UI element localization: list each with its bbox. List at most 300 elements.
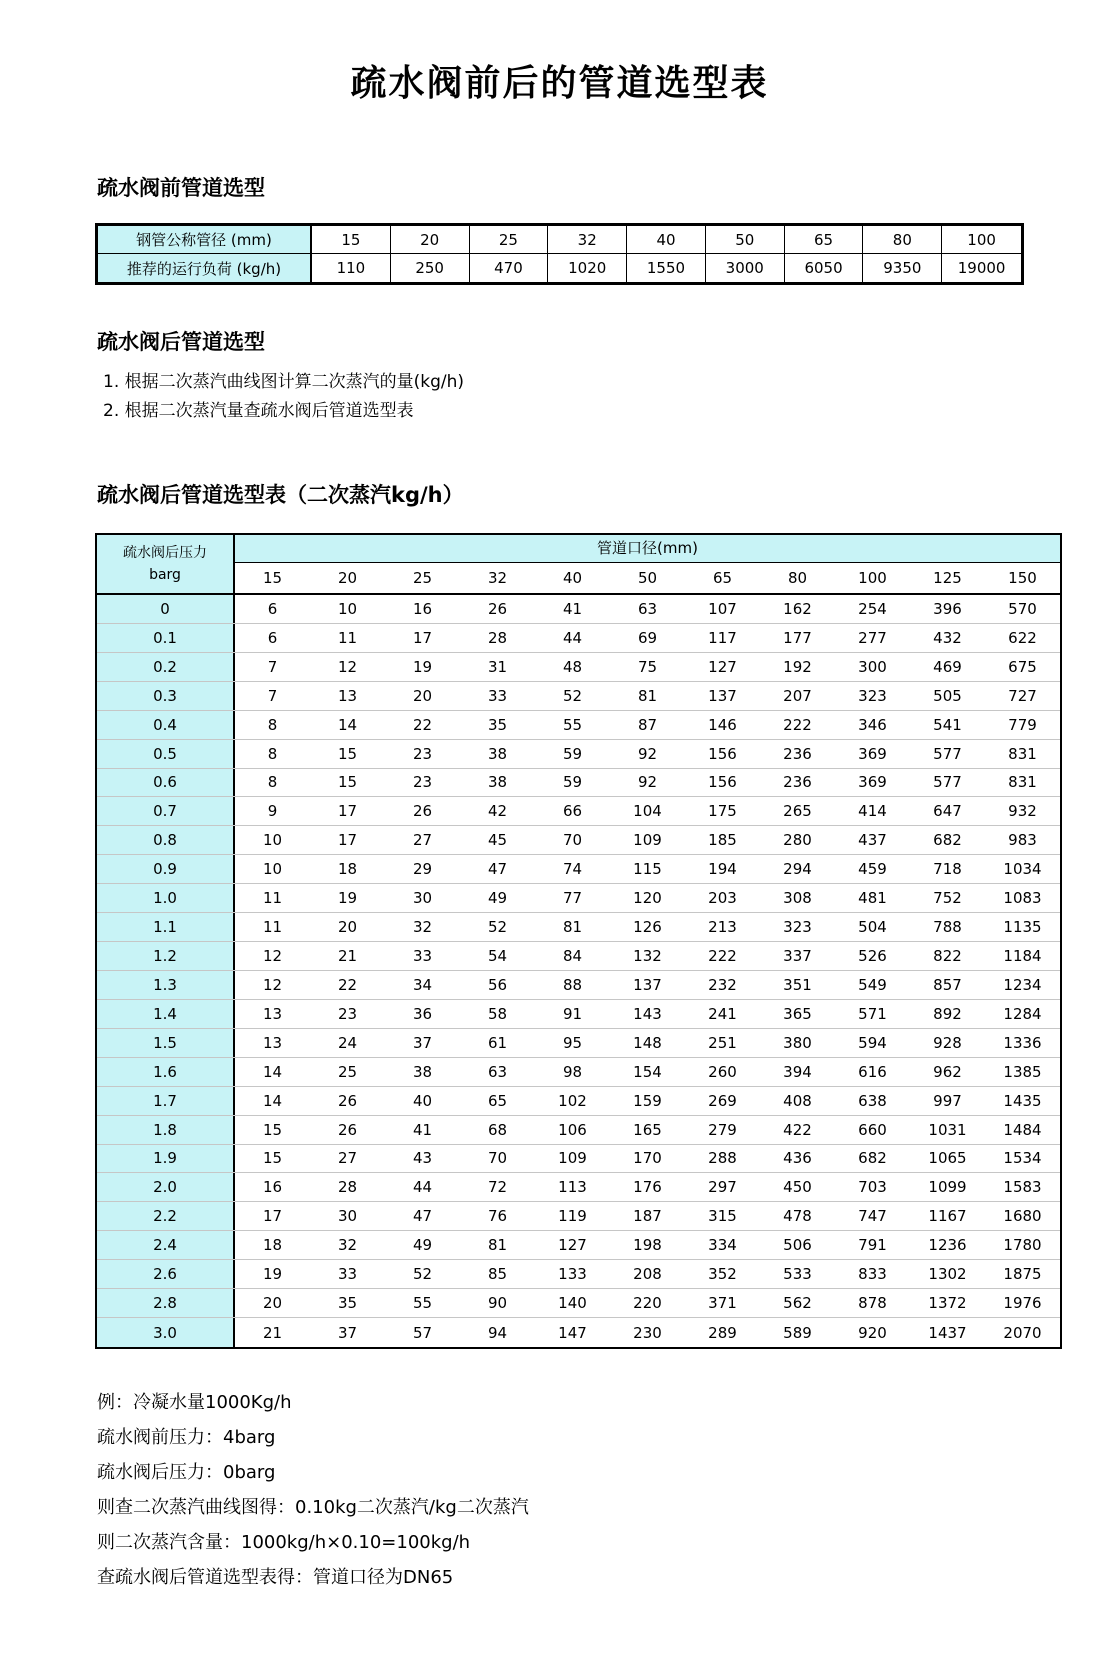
pressure-cell: 1.3 (97, 971, 235, 999)
value-cell: 52 (562, 686, 583, 705)
value-cell: 506 (783, 1236, 812, 1255)
value-cell: 32 (337, 1236, 358, 1255)
value-cell: 120 (633, 889, 662, 908)
pressure-cell: 0.5 (97, 740, 235, 768)
table-row (97, 826, 1060, 855)
value-cell: 47 (412, 1207, 433, 1226)
value-cell: 1236 (928, 1236, 967, 1255)
value-cell: 44 (562, 628, 583, 647)
value-cell: 294 (783, 860, 812, 879)
value-cell: 236 (783, 773, 812, 792)
table-row (97, 1145, 1060, 1174)
value-cell: 127 (558, 1236, 587, 1255)
value-cell: 369 (858, 744, 887, 763)
pipe-size-cell: 65 (785, 226, 864, 254)
value-cell: 63 (637, 599, 658, 618)
value-cell: 29 (412, 860, 433, 879)
value-cell: 27 (412, 831, 433, 850)
value-cell: 165 (633, 1120, 662, 1139)
value-cell: 147 (558, 1323, 587, 1342)
value-cell: 35 (487, 715, 508, 734)
value-cell: 68 (487, 1120, 508, 1139)
value-cell: 45 (487, 831, 508, 850)
value-cell: 315 (708, 1207, 737, 1226)
value-cell: 26 (337, 1120, 358, 1139)
value-cell: 91 (562, 1004, 583, 1023)
value-cell: 76 (487, 1207, 508, 1226)
pressure-header-unit: barg (149, 567, 181, 583)
value-cell: 207 (783, 686, 812, 705)
load-cell: 3000 (706, 254, 785, 282)
section-heading-after-valve: 疏水阀后管道选型 (97, 330, 265, 354)
value-cell: 269 (708, 1091, 737, 1110)
value-cell: 16 (412, 599, 433, 618)
value-cell: 365 (783, 1004, 812, 1023)
value-cell: 260 (708, 1062, 737, 1081)
value-cell: 346 (858, 715, 887, 734)
table-row (97, 971, 1060, 1000)
value-cell: 436 (783, 1149, 812, 1168)
value-cell: 20 (337, 918, 358, 937)
value-cell: 154 (633, 1062, 662, 1081)
value-cell: 300 (858, 657, 887, 676)
row-label-pipe-size: 钢管公称管径 (mm) (98, 226, 312, 254)
value-cell: 1780 (1003, 1236, 1042, 1255)
pressure-cell: 2.6 (97, 1260, 235, 1288)
value-cell: 571 (858, 1004, 887, 1023)
value-cell: 17 (337, 831, 358, 850)
table-row (97, 595, 1060, 624)
value-cell: 369 (858, 773, 887, 792)
value-cell: 11 (262, 918, 283, 937)
value-cell: 185 (708, 831, 737, 850)
value-cell: 432 (933, 628, 962, 647)
value-cell: 1234 (1003, 975, 1042, 994)
value-cell: 323 (783, 918, 812, 937)
table-row (97, 1202, 1060, 1231)
value-cell: 41 (412, 1120, 433, 1139)
table-row (97, 624, 1060, 653)
value-cell: 74 (562, 860, 583, 879)
value-cell: 117 (708, 628, 737, 647)
value-cell: 1875 (1003, 1265, 1042, 1284)
value-cell: 1437 (928, 1323, 967, 1342)
value-cell: 213 (708, 918, 737, 937)
pipe-size-header-cell: 50 (637, 569, 658, 587)
load-cell: 1550 (627, 254, 706, 282)
load-cell: 6050 (785, 254, 864, 282)
value-cell: 533 (783, 1265, 812, 1284)
pipe-size-header-cell: 100 (858, 569, 887, 587)
pipe-sizing-before-valve-table (95, 223, 1024, 285)
pressure-cell: 0.7 (97, 797, 235, 825)
value-cell: 20 (412, 686, 433, 705)
load-cell: 1020 (548, 254, 627, 282)
value-cell: 176 (633, 1178, 662, 1197)
value-cell: 31 (487, 657, 508, 676)
value-cell: 682 (858, 1149, 887, 1168)
value-cell: 222 (708, 947, 737, 966)
value-cell: 52 (487, 918, 508, 937)
value-cell: 66 (562, 802, 583, 821)
value-cell: 9 (267, 802, 278, 821)
value-cell: 822 (933, 947, 962, 966)
value-cell: 22 (337, 975, 358, 994)
value-cell: 187 (633, 1207, 662, 1226)
pipe-size-header-cell: 20 (337, 569, 358, 587)
value-cell: 2070 (1003, 1323, 1042, 1342)
value-cell: 13 (262, 1004, 283, 1023)
value-cell: 10 (262, 860, 283, 879)
value-cell: 70 (562, 831, 583, 850)
value-cell: 54 (487, 947, 508, 966)
value-cell: 21 (337, 947, 358, 966)
value-cell: 265 (783, 802, 812, 821)
value-cell: 12 (337, 657, 358, 676)
value-cell: 107 (708, 599, 737, 618)
value-cell: 12 (262, 975, 283, 994)
value-cell: 15 (337, 773, 358, 792)
value-cell: 1583 (1003, 1178, 1042, 1197)
value-cell: 132 (633, 947, 662, 966)
table-row (97, 913, 1060, 942)
value-cell: 49 (412, 1236, 433, 1255)
load-cell: 250 (391, 254, 470, 282)
value-cell: 616 (858, 1062, 887, 1081)
value-cell: 77 (562, 889, 583, 908)
worked-example (97, 1385, 529, 1595)
pressure-cell: 1.4 (97, 1000, 235, 1028)
value-cell: 323 (858, 686, 887, 705)
value-cell: 1680 (1003, 1207, 1042, 1226)
value-cell: 408 (783, 1091, 812, 1110)
example-line: 疏水阀后压力：0barg (97, 1462, 276, 1483)
value-cell: 660 (858, 1120, 887, 1139)
value-cell: 1034 (1003, 860, 1042, 879)
value-cell: 32 (412, 918, 433, 937)
value-cell: 1336 (1003, 1033, 1042, 1052)
value-cell: 17 (412, 628, 433, 647)
value-cell: 81 (562, 918, 583, 937)
value-cell: 87 (637, 715, 658, 734)
value-cell: 69 (637, 628, 658, 647)
value-cell: 38 (487, 744, 508, 763)
value-cell: 42 (487, 802, 508, 821)
value-cell: 92 (637, 773, 658, 792)
value-cell: 37 (412, 1033, 433, 1052)
value-cell: 81 (487, 1236, 508, 1255)
value-cell: 88 (562, 975, 583, 994)
value-cell: 17 (262, 1207, 283, 1226)
pressure-cell: 1.7 (97, 1087, 235, 1115)
value-cell: 549 (858, 975, 887, 994)
value-cell: 175 (708, 802, 737, 821)
table-row (97, 769, 1060, 798)
value-cell: 1184 (1003, 947, 1042, 966)
table-row (97, 740, 1060, 769)
table-row (97, 1260, 1060, 1289)
value-cell: 541 (933, 715, 962, 734)
value-cell: 12 (262, 947, 283, 966)
value-cell: 414 (858, 802, 887, 821)
value-cell: 1302 (928, 1265, 967, 1284)
pipe-size-cell: 25 (470, 226, 549, 254)
value-cell: 19 (262, 1265, 283, 1284)
value-cell: 422 (783, 1120, 812, 1139)
value-cell: 594 (858, 1033, 887, 1052)
value-cell: 334 (708, 1236, 737, 1255)
value-cell: 208 (633, 1265, 662, 1284)
value-cell: 23 (412, 773, 433, 792)
value-cell: 1099 (928, 1178, 967, 1197)
value-cell: 84 (562, 947, 583, 966)
value-cell: 34 (412, 975, 433, 994)
value-cell: 18 (337, 860, 358, 879)
value-cell: 25 (337, 1062, 358, 1081)
value-cell: 113 (558, 1178, 587, 1197)
value-cell: 92 (637, 744, 658, 763)
value-cell: 33 (412, 947, 433, 966)
value-cell: 920 (858, 1323, 887, 1342)
load-cell: 470 (470, 254, 549, 282)
load-cell: 19000 (957, 259, 1006, 277)
table-row (97, 653, 1060, 682)
value-cell: 831 (1008, 773, 1037, 792)
table-row (97, 855, 1060, 884)
pressure-cell: 0.2 (97, 653, 235, 681)
value-cell: 570 (1008, 599, 1037, 618)
pipe-size-cell: 20 (391, 226, 470, 254)
value-cell: 65 (487, 1091, 508, 1110)
page-title: 疏水阀前后的管道选型表 (350, 62, 769, 104)
value-cell: 109 (633, 831, 662, 850)
value-cell: 1284 (1003, 1004, 1042, 1023)
pipe-size-cell: 50 (706, 226, 785, 254)
pressure-cell: 0.4 (97, 711, 235, 739)
value-cell: 63 (487, 1062, 508, 1081)
value-cell: 156 (708, 773, 737, 792)
step-item: 2. 根据二次蒸汽量查疏水阀后管道选型表 (103, 401, 414, 421)
value-cell: 647 (933, 802, 962, 821)
table-row (97, 1029, 1060, 1058)
value-cell: 1167 (928, 1207, 967, 1226)
value-cell: 8 (267, 715, 278, 734)
value-cell: 148 (633, 1033, 662, 1052)
value-cell: 638 (858, 1091, 887, 1110)
pressure-cell: 0.8 (97, 826, 235, 854)
value-cell: 280 (783, 831, 812, 850)
pressure-cell: 1.9 (97, 1145, 235, 1173)
value-cell: 28 (487, 628, 508, 647)
value-cell: 308 (783, 889, 812, 908)
value-cell: 727 (1008, 686, 1037, 705)
value-cell: 589 (783, 1323, 812, 1342)
row-label-load: 推荐的运行负荷 (kg/h) (98, 254, 312, 282)
pipe-size-cell: 40 (627, 226, 706, 254)
pressure-cell: 3.0 (97, 1318, 235, 1347)
value-cell: 27 (337, 1149, 358, 1168)
pressure-column-header (97, 535, 235, 595)
value-cell: 478 (783, 1207, 812, 1226)
value-cell: 133 (558, 1265, 587, 1284)
value-cell: 19 (412, 657, 433, 676)
pipe-size-cell: 15 (312, 226, 391, 254)
pipe-size-header-cell: 65 (712, 569, 733, 587)
value-cell: 156 (708, 744, 737, 763)
table-row (97, 797, 1060, 826)
value-cell: 7 (267, 657, 278, 676)
value-cell: 6 (267, 628, 278, 647)
value-cell: 177 (783, 628, 812, 647)
value-cell: 857 (933, 975, 962, 994)
value-cell: 59 (562, 744, 583, 763)
value-cell: 137 (708, 686, 737, 705)
pressure-cell: 1.2 (97, 942, 235, 970)
value-cell: 49 (487, 889, 508, 908)
value-cell: 198 (633, 1236, 662, 1255)
value-cell: 505 (933, 686, 962, 705)
pressure-cell: 0.3 (97, 682, 235, 710)
value-cell: 1372 (928, 1294, 967, 1313)
value-cell: 469 (933, 657, 962, 676)
value-cell: 833 (858, 1265, 887, 1284)
value-cell: 747 (858, 1207, 887, 1226)
value-cell: 788 (933, 918, 962, 937)
value-cell: 95 (562, 1033, 583, 1052)
value-cell: 16 (262, 1178, 283, 1197)
value-cell: 577 (933, 773, 962, 792)
value-cell: 351 (783, 975, 812, 994)
value-cell: 562 (783, 1294, 812, 1313)
value-cell: 23 (337, 1004, 358, 1023)
example-line: 则二次蒸汽含量：1000kg/h×0.10=100kg/h (97, 1532, 471, 1553)
load-cell: 110 (312, 254, 391, 282)
value-cell: 1385 (1003, 1062, 1042, 1081)
value-cell: 232 (708, 975, 737, 994)
value-cell: 288 (708, 1149, 737, 1168)
value-cell: 1031 (928, 1120, 967, 1139)
value-cell: 21 (262, 1323, 283, 1342)
value-cell: 928 (933, 1033, 962, 1052)
pressure-cell: 0.6 (97, 769, 235, 797)
table-row (97, 1173, 1060, 1202)
value-cell: 675 (1008, 657, 1037, 676)
value-cell: 159 (633, 1091, 662, 1110)
pipe-size-cell: 80 (863, 226, 942, 254)
value-cell: 192 (783, 657, 812, 676)
value-cell: 437 (858, 831, 887, 850)
value-cell: 289 (708, 1323, 737, 1342)
value-cell: 143 (633, 1004, 662, 1023)
value-cell: 352 (708, 1265, 737, 1284)
value-cell: 104 (633, 802, 662, 821)
value-cell: 85 (487, 1265, 508, 1284)
value-cell: 8 (267, 744, 278, 763)
value-cell: 15 (262, 1120, 283, 1139)
table-row (97, 711, 1060, 740)
value-cell: 119 (558, 1207, 587, 1226)
pressure-cell: 1.1 (97, 913, 235, 941)
value-cell: 126 (633, 918, 662, 937)
value-cell: 115 (633, 860, 662, 879)
value-cell: 718 (933, 860, 962, 879)
value-cell: 222 (783, 715, 812, 734)
value-cell: 36 (412, 1004, 433, 1023)
value-cell: 56 (487, 975, 508, 994)
value-cell: 7 (267, 686, 278, 705)
value-cell: 98 (562, 1062, 583, 1081)
value-cell: 109 (558, 1149, 587, 1168)
table-row (97, 1087, 1060, 1116)
value-cell: 127 (708, 657, 737, 676)
value-cell: 6 (267, 599, 278, 618)
value-cell: 22 (412, 715, 433, 734)
value-cell: 892 (933, 1004, 962, 1023)
table-row (97, 682, 1060, 711)
table-row (97, 942, 1060, 971)
value-cell: 236 (783, 744, 812, 763)
value-cell: 55 (562, 715, 583, 734)
pressure-cell: 0.1 (97, 624, 235, 652)
value-cell: 481 (858, 889, 887, 908)
pressure-cell: 2.8 (97, 1289, 235, 1317)
value-cell: 17 (337, 802, 358, 821)
value-cell: 11 (337, 628, 358, 647)
value-cell: 450 (783, 1178, 812, 1197)
value-cell: 230 (633, 1323, 662, 1342)
value-cell: 48 (562, 657, 583, 676)
value-cell: 43 (412, 1149, 433, 1168)
pipe-size-cell: 100 (942, 226, 1021, 254)
value-cell: 703 (858, 1178, 887, 1197)
value-cell: 41 (562, 599, 583, 618)
pressure-cell: 2.0 (97, 1173, 235, 1201)
value-cell: 1065 (928, 1149, 967, 1168)
value-cell: 526 (858, 947, 887, 966)
table-row (97, 1000, 1060, 1029)
value-cell: 254 (858, 599, 887, 618)
value-cell: 337 (783, 947, 812, 966)
value-cell: 504 (858, 918, 887, 937)
section-heading-before-valve: 疏水阀前管道选型 (97, 176, 265, 200)
value-cell: 1484 (1003, 1120, 1042, 1139)
value-cell: 13 (337, 686, 358, 705)
value-cell: 1534 (1003, 1149, 1042, 1168)
value-cell: 170 (633, 1149, 662, 1168)
pipe-size-header-cell: 125 (933, 569, 962, 587)
value-cell: 682 (933, 831, 962, 850)
value-cell: 396 (933, 599, 962, 618)
value-cell: 371 (708, 1294, 737, 1313)
value-cell: 1083 (1003, 889, 1042, 908)
example-line: 疏水阀前压力：4barg (97, 1427, 276, 1448)
value-cell: 1976 (1003, 1294, 1042, 1313)
example-line: 例：冷凝水量1000Kg/h (97, 1392, 292, 1413)
value-cell: 277 (858, 628, 887, 647)
pipe-size-header-cell: 32 (487, 569, 508, 587)
value-cell: 26 (412, 802, 433, 821)
value-cell: 140 (558, 1294, 587, 1313)
table-row (97, 1058, 1060, 1087)
value-cell: 622 (1008, 628, 1037, 647)
table-row (97, 1116, 1060, 1145)
value-cell: 14 (337, 715, 358, 734)
value-cell: 394 (783, 1062, 812, 1081)
table-row (97, 1289, 1060, 1318)
value-cell: 33 (337, 1265, 358, 1284)
value-cell: 983 (1008, 831, 1037, 850)
value-cell: 137 (633, 975, 662, 994)
